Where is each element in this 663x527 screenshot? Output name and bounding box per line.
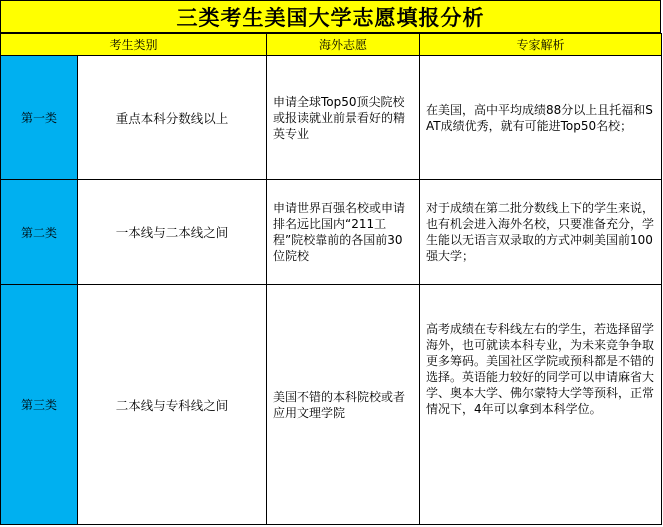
score-range-cell: 二本线与专科线之间 — [78, 285, 267, 525]
analysis-cell: 对于成绩在第二批分数线上下的学生来说，也有机会进入海外名校，只要准备充分，学生能以无语言双录取的方式冲刺美国前100强大学； — [420, 180, 662, 285]
table-row — [1, 285, 662, 525]
category-cell: 第三类 — [1, 285, 78, 525]
aspiration-cell: 美国不错的本科院校或者应用文理学院 — [267, 285, 420, 525]
category-cell: 第一类 — [1, 56, 78, 180]
analysis-cell: 高考成绩在专科线左右的学生，若选择留学海外，也可就读本科专业，为未来竞争争取更多筹码。美国社区学院或预科都是不错的选择。英语能力较好的同学可以申请麻省大学、奥本大学、佛尔蒙特大学等预科，正常情况下，4年可以拿到本科学位。 — [420, 285, 662, 525]
analysis-cell: 在美国，高中平均成绩88分以上且托福和SAT成绩优秀，就有可能进Top50名校； — [420, 56, 662, 180]
header-category: 考生类别 — [1, 34, 267, 56]
analysis-table — [0, 33, 662, 525]
score-range-cell: 重点本科分数线以上 — [78, 56, 267, 180]
header-analysis: 专家解析 — [420, 34, 662, 56]
aspiration-cell: 申请世界百强名校或申请排名远比国内“211工程”院校靠前的各国前30位院校 — [267, 180, 420, 285]
table-row — [1, 180, 662, 285]
page-title: 三类考生美国大学志愿填报分析 — [0, 0, 661, 33]
score-range-cell: 一本线与二本线之间 — [78, 180, 267, 285]
category-cell: 第二类 — [1, 180, 78, 285]
aspiration-cell: 申请全球Top50顶尖院校或报读就业前景看好的精英专业 — [267, 56, 420, 180]
table-row — [1, 56, 662, 180]
header-row — [1, 34, 662, 56]
header-aspiration: 海外志愿 — [267, 34, 420, 56]
